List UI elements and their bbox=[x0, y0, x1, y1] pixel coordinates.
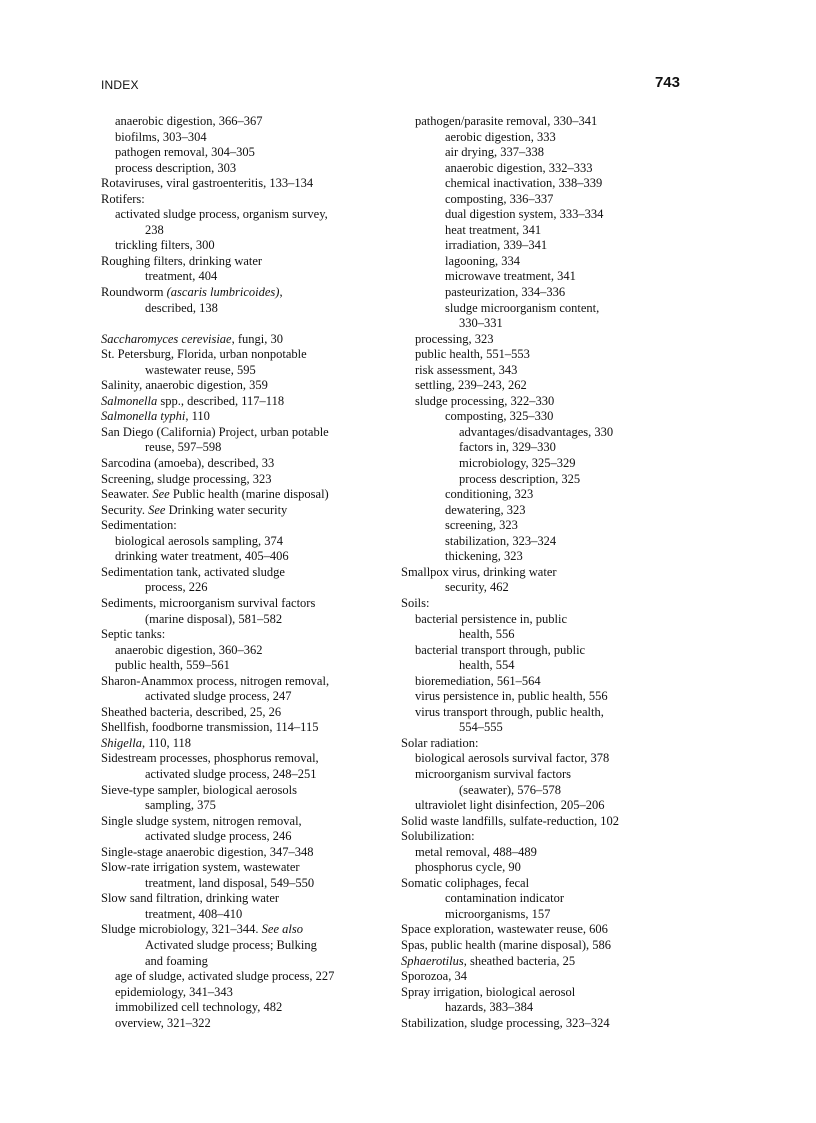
index-entry bbox=[101, 907, 391, 923]
entry-text-tail: , 110 bbox=[185, 409, 210, 424]
entry-text-tail: , bbox=[279, 285, 283, 300]
index-entry bbox=[401, 223, 701, 239]
index-entry bbox=[101, 534, 391, 550]
index-entry bbox=[101, 705, 391, 721]
index-entry bbox=[101, 238, 391, 254]
index-entry bbox=[101, 487, 391, 503]
entry-text: Single sludge system, nitrogen removal, bbox=[101, 813, 302, 828]
entry-text: conditioning, 323 bbox=[445, 487, 534, 502]
entry-italic: Shigella bbox=[101, 735, 142, 750]
entry-text: sludge microorganism content, bbox=[445, 300, 600, 315]
entry-text: contamination indicator bbox=[445, 891, 565, 906]
index-entry bbox=[401, 580, 701, 596]
index-entry bbox=[401, 860, 701, 876]
entry-text: Spas, public health (marine disposal), 586 bbox=[401, 937, 612, 952]
entry-text: Salinity, anaerobic digestion, 359 bbox=[101, 378, 268, 393]
entry-text: biofilms, 303–304 bbox=[115, 129, 207, 144]
entry-text: factors in, 329–330 bbox=[459, 440, 556, 455]
entry-text: microwave treatment, 341 bbox=[445, 269, 576, 284]
index-entry bbox=[101, 876, 391, 892]
index-entry bbox=[401, 1000, 701, 1016]
entry-text: Somatic coliphages, fecal bbox=[401, 875, 530, 890]
entry-text: Solubilization: bbox=[401, 829, 475, 844]
entry-text: bacterial transport through, public bbox=[415, 642, 586, 657]
entry-italic: (ascaris lumbricoides) bbox=[166, 285, 280, 300]
entry-text-tail: Public health (marine disposal) bbox=[169, 487, 329, 502]
index-entry bbox=[101, 363, 391, 379]
entry-text-tail: , sheathed bacteria, 25 bbox=[463, 953, 576, 968]
index-entry bbox=[401, 767, 701, 783]
index-column-left bbox=[101, 114, 391, 1031]
index-entry bbox=[401, 969, 701, 985]
index-entry bbox=[401, 285, 701, 301]
entry-text: Sediments, microorganism survival factors bbox=[101, 595, 316, 610]
entry-text: St. Petersburg, Florida, urban nonpotable bbox=[101, 347, 307, 362]
entry-text: bacterial persistence in, public bbox=[415, 611, 568, 626]
entry-text: Activated sludge process; Bulking bbox=[145, 937, 317, 952]
entry-text: (seawater), 576–578 bbox=[459, 782, 562, 797]
index-entry bbox=[401, 238, 701, 254]
entry-text: metal removal, 488–489 bbox=[415, 844, 537, 859]
entry-text-tail: , fungi, 30 bbox=[231, 331, 283, 346]
index-entry bbox=[401, 938, 701, 954]
index-entry bbox=[101, 192, 391, 208]
entry-text: San Diego (California) Project, urban potable bbox=[101, 424, 329, 439]
index-entry bbox=[401, 658, 701, 674]
entry-text: pathogen removal, 304–305 bbox=[115, 145, 255, 160]
entry-text-tail: Drinking water security bbox=[165, 502, 288, 517]
index-entry bbox=[101, 814, 391, 830]
index-entry bbox=[101, 751, 391, 767]
index-entry bbox=[401, 114, 701, 130]
entry-text: Soils: bbox=[401, 595, 430, 610]
entry-text: screening, 323 bbox=[445, 518, 518, 533]
index-entry bbox=[101, 720, 391, 736]
entry-text: phosphorus cycle, 90 bbox=[415, 860, 521, 875]
entry-text: activated sludge process, 248–251 bbox=[145, 766, 317, 781]
entry-text: composting, 325–330 bbox=[445, 409, 554, 424]
index-entry bbox=[101, 549, 391, 565]
entry-text: Slow sand filtration, drinking water bbox=[101, 891, 280, 906]
entry-text: lagooning, 334 bbox=[445, 253, 520, 268]
index-entry bbox=[401, 363, 701, 379]
entry-text: drinking water treatment, 405–406 bbox=[115, 549, 289, 564]
index-entry bbox=[401, 487, 701, 503]
entry-text: pasteurization, 334–336 bbox=[445, 285, 566, 300]
entry-text: sludge processing, 322–330 bbox=[415, 393, 555, 408]
entry-text: treatment, land disposal, 549–550 bbox=[145, 875, 315, 890]
index-entry bbox=[401, 689, 701, 705]
index-entry bbox=[401, 503, 701, 519]
entry-italic: Sphaerotilus bbox=[401, 953, 464, 968]
entry-text: microbiology, 325–329 bbox=[459, 456, 576, 471]
entry-text: virus transport through, public health, bbox=[415, 704, 604, 719]
entry-text: process description, 325 bbox=[459, 471, 581, 486]
entry-text: trickling filters, 300 bbox=[115, 238, 215, 253]
entry-text: Sedimentation tank, activated sludge bbox=[101, 564, 285, 579]
entry-text-tail: , 110, 118 bbox=[141, 735, 192, 750]
index-entry bbox=[101, 969, 391, 985]
page-number: 743 bbox=[654, 74, 680, 91]
index-entry bbox=[101, 938, 391, 954]
entry-italic: Saccharomyces cerevisiae bbox=[101, 331, 232, 346]
entry-italic: Salmonella bbox=[101, 393, 158, 408]
entry-text: dual digestion system, 333–334 bbox=[445, 207, 604, 222]
index-entry bbox=[401, 145, 701, 161]
entry-text: Septic tanks: bbox=[101, 627, 166, 642]
entry-text: Spray irrigation, biological aerosol bbox=[401, 984, 576, 999]
index-entry bbox=[401, 316, 701, 332]
entry-text: described, 138 bbox=[145, 300, 218, 315]
entry-text: Roundworm bbox=[101, 285, 167, 300]
entry-text: wastewater reuse, 595 bbox=[145, 362, 256, 377]
entry-text: irradiation, 339–341 bbox=[445, 238, 548, 253]
index-entry bbox=[101, 565, 391, 581]
entry-text: process description, 303 bbox=[115, 160, 237, 175]
entry-text: Rotifers: bbox=[101, 191, 145, 206]
entry-italic: Salmonella typhi bbox=[101, 409, 186, 424]
index-entry bbox=[101, 285, 391, 301]
entry-text: settling, 239–243, 262 bbox=[415, 378, 527, 393]
entry-text: stabilization, 323–324 bbox=[445, 533, 557, 548]
entry-text: microorganism survival factors bbox=[415, 766, 571, 781]
entry-text: 330–331 bbox=[459, 316, 503, 331]
index-entry bbox=[101, 114, 391, 130]
entry-text: pathogen/parasite removal, 330–341 bbox=[415, 114, 598, 128]
entry-text: Sludge microbiology, 321–344. bbox=[101, 922, 262, 937]
entry-text: treatment, 404 bbox=[145, 269, 218, 284]
index-entry bbox=[101, 954, 391, 970]
entry-text: anaerobic digestion, 360–362 bbox=[115, 642, 263, 657]
index-column-right bbox=[401, 114, 701, 1031]
index-entry bbox=[101, 518, 391, 534]
index-entry bbox=[401, 192, 701, 208]
entry-text: Solid waste landfills, sulfate-reduction, 102 bbox=[401, 813, 620, 828]
entry-text: age of sludge, activated sludge process, 227 bbox=[115, 969, 335, 984]
index-entry bbox=[401, 643, 701, 659]
index-entry bbox=[401, 425, 701, 441]
entry-text: hazards, 383–384 bbox=[445, 1000, 534, 1015]
entry-text: processing, 323 bbox=[415, 331, 494, 346]
index-entry bbox=[101, 409, 391, 425]
entry-text: epidemiology, 341–343 bbox=[115, 984, 233, 999]
index-entry bbox=[401, 207, 701, 223]
index-entry bbox=[401, 378, 701, 394]
entry-text: Security. bbox=[101, 502, 149, 517]
entry-text: Smallpox virus, drinking water bbox=[401, 564, 557, 579]
index-entry bbox=[401, 985, 701, 1001]
index-entry bbox=[401, 751, 701, 767]
entry-text: public health, 551–553 bbox=[415, 347, 530, 362]
entry-text: ultraviolet light disinfection, 205–206 bbox=[415, 798, 605, 813]
entry-text: advantages/disadvantages, 330 bbox=[459, 424, 614, 439]
index-entry bbox=[401, 332, 701, 348]
index-entry bbox=[401, 705, 701, 721]
entry-text: air drying, 337–338 bbox=[445, 145, 544, 160]
index-entry bbox=[101, 456, 391, 472]
entry-text: virus persistence in, public health, 556 bbox=[415, 689, 608, 704]
entry-text: Shellfish, foodborne transmission, 114–115 bbox=[101, 720, 319, 735]
entry-text: Rotaviruses, viral gastroenteritis, 133–134 bbox=[101, 176, 314, 191]
entry-text: biological aerosols sampling, 374 bbox=[115, 533, 284, 548]
index-entry bbox=[401, 254, 701, 270]
index-entry bbox=[401, 627, 701, 643]
index-entry bbox=[101, 658, 391, 674]
index-entry bbox=[101, 689, 391, 705]
index-entry bbox=[401, 612, 701, 628]
index-entry bbox=[401, 176, 701, 192]
index-entry bbox=[101, 254, 391, 270]
index-entry bbox=[101, 829, 391, 845]
index-entry bbox=[101, 798, 391, 814]
index-entry bbox=[401, 456, 701, 472]
index-entry bbox=[101, 269, 391, 285]
index-entry bbox=[401, 301, 701, 317]
index-entry bbox=[401, 783, 701, 799]
entry-text: Solar radiation: bbox=[401, 735, 479, 750]
entry-text: and foaming bbox=[145, 953, 208, 968]
index-entry bbox=[101, 472, 391, 488]
entry-text: dewatering, 323 bbox=[445, 502, 526, 517]
index-entry bbox=[401, 394, 701, 410]
running-header: INDEX bbox=[101, 78, 139, 92]
entry-italic: See bbox=[148, 502, 166, 517]
index-entry bbox=[401, 409, 701, 425]
entry-text: sampling, 375 bbox=[145, 798, 216, 813]
index-entry bbox=[101, 580, 391, 596]
entry-text: (marine disposal), 581–582 bbox=[145, 611, 283, 626]
index-entry bbox=[101, 674, 391, 690]
entry-text: Sedimentation: bbox=[101, 518, 177, 533]
entry-text: Sporozoa, 34 bbox=[401, 969, 467, 984]
index-entry bbox=[101, 891, 391, 907]
entry-text: anaerobic digestion, 366–367 bbox=[115, 114, 263, 128]
entry-text: 554–555 bbox=[459, 720, 503, 735]
index-entry bbox=[101, 301, 391, 317]
index-entry bbox=[401, 720, 701, 736]
entry-text: Screening, sludge processing, 323 bbox=[101, 471, 272, 486]
entry-text: Sheathed bacteria, described, 25, 26 bbox=[101, 704, 282, 719]
index-entry bbox=[101, 394, 391, 410]
entry-text: Single-stage anaerobic digestion, 347–348 bbox=[101, 844, 314, 859]
index-entry bbox=[401, 472, 701, 488]
index-entry bbox=[101, 845, 391, 861]
index-entry bbox=[401, 130, 701, 146]
index-entry bbox=[401, 596, 701, 612]
index-entry bbox=[101, 223, 391, 239]
entry-text: Sarcodina (amoeba), described, 33 bbox=[101, 456, 275, 471]
index-entry bbox=[101, 207, 391, 223]
index-entry bbox=[101, 985, 391, 1001]
index-entry bbox=[401, 922, 701, 938]
index-entry bbox=[401, 549, 701, 565]
index-entry bbox=[401, 798, 701, 814]
entry-text: overview, 321–322 bbox=[115, 1015, 211, 1030]
index-entry bbox=[101, 130, 391, 146]
entry-text: Sidestream processes, phosphorus removal, bbox=[101, 751, 319, 766]
entry-text: microorganisms, 157 bbox=[445, 906, 551, 921]
index-entry bbox=[101, 627, 391, 643]
index-entry bbox=[401, 891, 701, 907]
entry-text: security, 462 bbox=[445, 580, 509, 595]
index-entry bbox=[401, 954, 701, 970]
index-entry bbox=[401, 876, 701, 892]
entry-text: composting, 336–337 bbox=[445, 191, 554, 206]
index-entry bbox=[101, 736, 391, 752]
index-entry bbox=[401, 440, 701, 456]
entry-text: Roughing filters, drinking water bbox=[101, 253, 263, 268]
entry-text: biological aerosols survival factor, 378 bbox=[415, 751, 610, 766]
entry-text: immobilized cell technology, 482 bbox=[115, 1000, 283, 1015]
entry-text-tail: spp., described, 117–118 bbox=[157, 393, 285, 408]
entry-text: treatment, 408–410 bbox=[145, 906, 243, 921]
index-entry bbox=[401, 347, 701, 363]
entry-text: activated sludge process, organism survey, bbox=[115, 207, 328, 222]
entry-text: process, 226 bbox=[145, 580, 208, 595]
entry-italic: See also bbox=[261, 922, 303, 937]
entry-text: heat treatment, 341 bbox=[445, 222, 542, 237]
index-entry bbox=[101, 860, 391, 876]
entry-text: Sharon-Anammox process, nitrogen removal, bbox=[101, 673, 330, 688]
index-entry bbox=[101, 332, 391, 348]
entry-text: activated sludge process, 247 bbox=[145, 689, 292, 704]
index-entry bbox=[101, 347, 391, 363]
index-entry bbox=[101, 922, 391, 938]
entry-text: Space exploration, wastewater reuse, 606 bbox=[401, 922, 608, 937]
entry-text: Slow-rate irrigation system, wastewater bbox=[101, 860, 300, 875]
entry-text: Sieve-type sampler, biological aerosols bbox=[101, 782, 297, 797]
entry-text: activated sludge process, 246 bbox=[145, 829, 292, 844]
entry-text: chemical inactivation, 338–339 bbox=[445, 176, 603, 191]
index-entry bbox=[101, 612, 391, 628]
index-entry bbox=[101, 1000, 391, 1016]
index-entry bbox=[101, 503, 391, 519]
entry-text: risk assessment, 343 bbox=[415, 362, 518, 377]
index-entry bbox=[101, 378, 391, 394]
entry-text: reuse, 597–598 bbox=[145, 440, 222, 455]
entry-text: aerobic digestion, 333 bbox=[445, 129, 556, 144]
index-entry bbox=[101, 1016, 391, 1032]
index-entry bbox=[101, 596, 391, 612]
index-entry bbox=[401, 1016, 701, 1032]
index-entry bbox=[401, 814, 701, 830]
entry-text: health, 556 bbox=[459, 627, 515, 642]
index-entry bbox=[101, 425, 391, 441]
entry-text: 238 bbox=[145, 222, 164, 237]
entry-text: Seawater. bbox=[101, 487, 153, 502]
entry-text: bioremediation, 561–564 bbox=[415, 673, 541, 688]
index-entry bbox=[101, 161, 391, 177]
index-entry bbox=[101, 440, 391, 456]
index-entry bbox=[401, 534, 701, 550]
index-entry bbox=[401, 845, 701, 861]
index-entry bbox=[401, 161, 701, 177]
index-entry bbox=[101, 643, 391, 659]
index-entry bbox=[401, 907, 701, 923]
index-entry bbox=[401, 269, 701, 285]
index-entry bbox=[101, 767, 391, 783]
index-entry bbox=[401, 565, 701, 581]
entry-text: anaerobic digestion, 332–333 bbox=[445, 160, 593, 175]
entry-text: public health, 559–561 bbox=[115, 658, 230, 673]
entry-italic: See bbox=[152, 487, 170, 502]
index-entry bbox=[401, 736, 701, 752]
index-entry bbox=[401, 829, 701, 845]
entry-text: thickening, 323 bbox=[445, 549, 523, 564]
index-entry bbox=[401, 518, 701, 534]
entry-text: Stabilization, sludge processing, 323–324 bbox=[401, 1015, 610, 1030]
entry-text: health, 554 bbox=[459, 658, 515, 673]
index-entry bbox=[101, 145, 391, 161]
section-gap bbox=[101, 316, 391, 332]
index-entry bbox=[401, 674, 701, 690]
index-entry bbox=[101, 176, 391, 192]
index-entry bbox=[101, 783, 391, 799]
